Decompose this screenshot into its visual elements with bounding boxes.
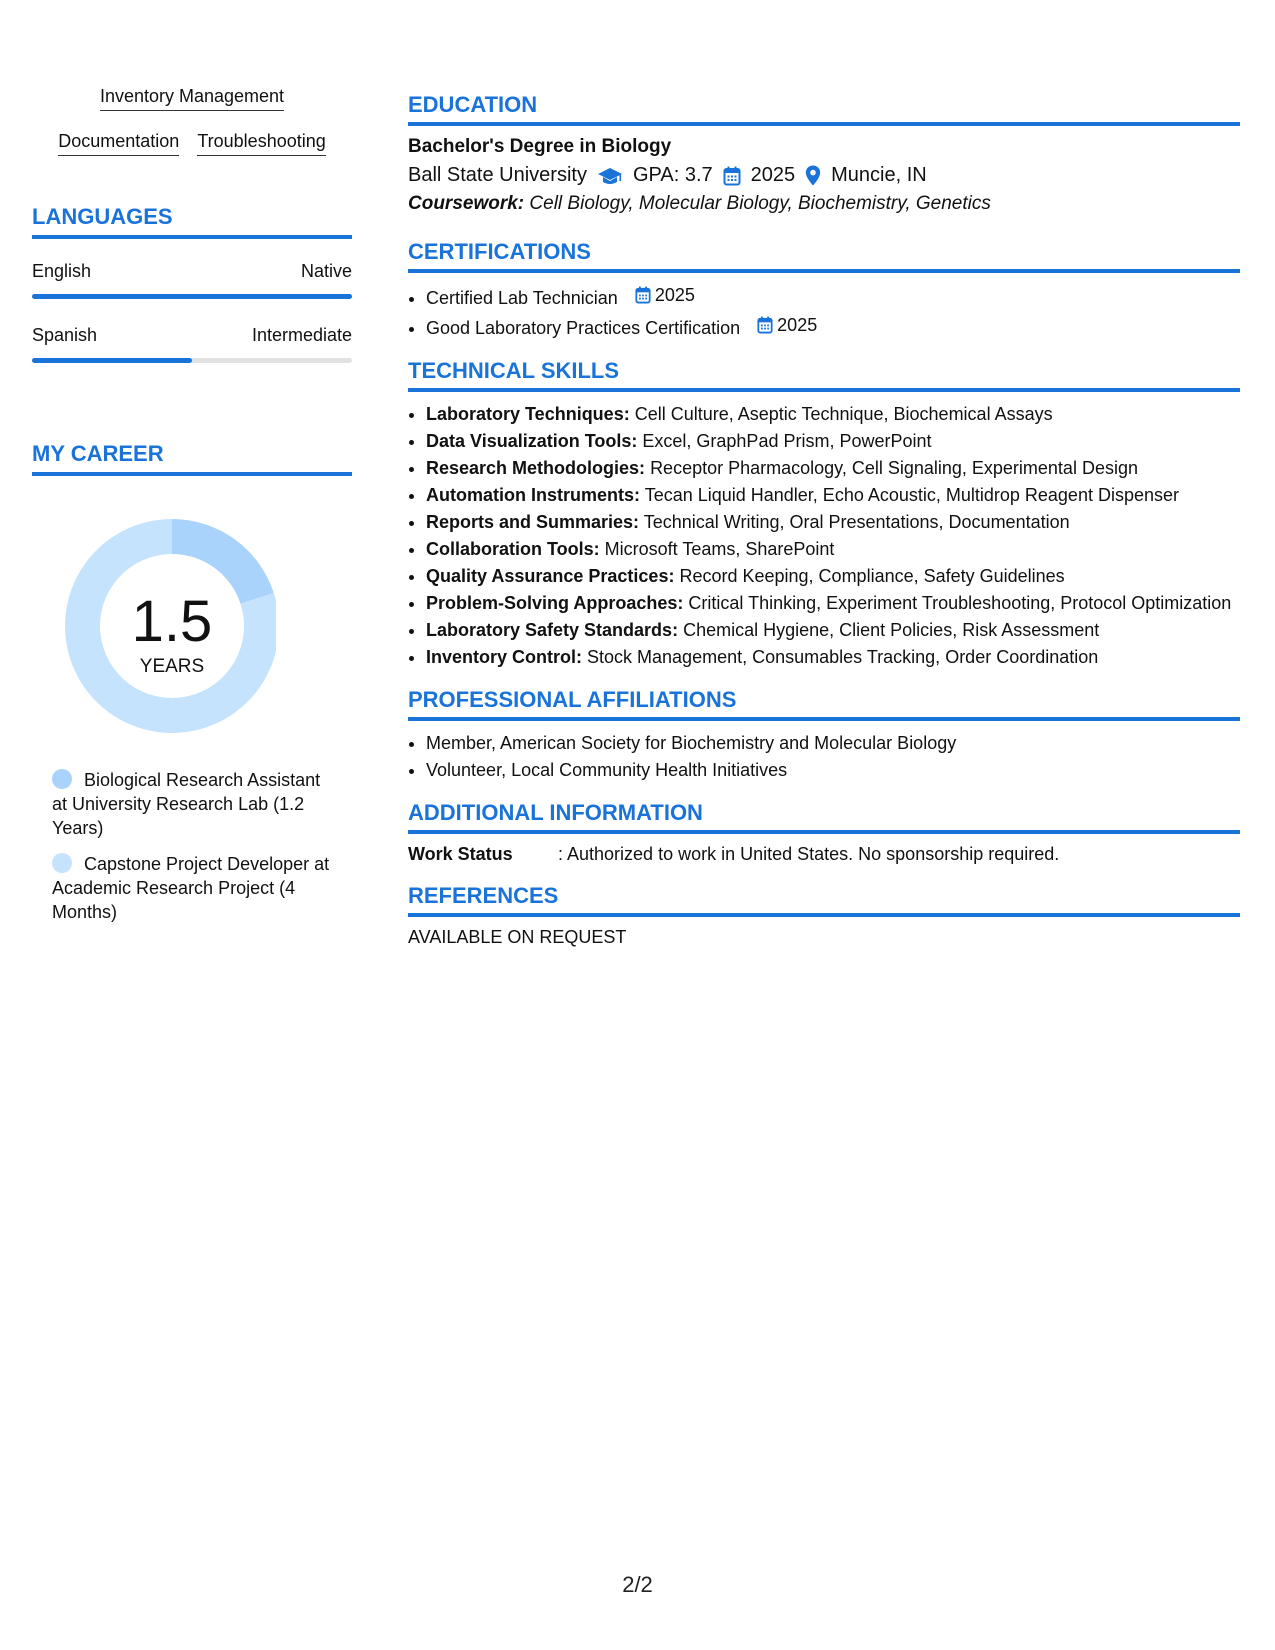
technical-skills-list [408, 402, 1240, 669]
technical-skill-label: Data Visualization Tools: [426, 431, 638, 451]
career-total-value: 1.5 [131, 589, 213, 654]
certification-year: 2025 [777, 315, 818, 335]
technical-skill-label: Problem-Solving Approaches: [426, 593, 684, 613]
graduation-year: 2025 [750, 164, 796, 186]
coursework-list: Cell Biology, Molecular Biology, Biochemistry, Genetics [529, 193, 991, 214]
technical-skill-text: Cell Culture, Aseptic Technique, Biochemical Assays [634, 404, 1053, 424]
technical-skill-text: Tecan Liquid Handler, Echo Acoustic, Multidrop Reagent Dispenser [644, 485, 1179, 505]
affiliations-section [408, 687, 1240, 782]
career-legend-label: Biological Research Assistant at University Research Lab (1.2 Years) [52, 770, 321, 838]
language-proficiency-fill [32, 294, 352, 299]
additional-info-heading: ADDITIONAL INFORMATION [408, 800, 1240, 834]
technical-skill-item [426, 591, 1240, 615]
certifications-heading: CERTIFICATIONS [408, 239, 1240, 273]
page-number: 2/2 [622, 1572, 653, 1597]
certification-item [426, 283, 1240, 310]
calendar-icon [635, 286, 651, 304]
calendar-icon [723, 166, 741, 186]
technical-skill-item [426, 618, 1240, 642]
technical-skill-label: Laboratory Techniques: [426, 404, 630, 424]
languages-heading: LANGUAGES [32, 204, 352, 239]
language-proficiency-bar [32, 358, 352, 363]
coursework-label: Coursework: [408, 193, 525, 214]
technical-skill-label: Quality Assurance Practices: [426, 566, 675, 586]
graduation-cap-icon [597, 166, 623, 186]
technical-skills-section [408, 358, 1240, 669]
technical-skill-text: Critical Thinking, Experiment Troubleshooting, Protocol Optimization [688, 593, 1232, 613]
technical-skill-text: Record Keeping, Compliance, Safety Guidelines [679, 566, 1065, 586]
education-section [408, 92, 1240, 215]
education-heading: EDUCATION [408, 92, 1240, 126]
language-item [32, 325, 352, 363]
certification-date [757, 313, 817, 337]
certification-year: 2025 [654, 285, 695, 305]
skill-tag: Documentation [58, 129, 179, 156]
language-level: Native [300, 261, 352, 281]
legend-dot-icon [52, 769, 72, 789]
technical-skill-item [426, 510, 1240, 534]
references-heading: REFERENCES [408, 883, 1240, 917]
certification-date [635, 283, 695, 307]
technical-skill-item [426, 402, 1240, 426]
work-status-row [408, 844, 1240, 865]
career-legend [32, 768, 352, 924]
main-content [408, 92, 1240, 962]
certification-name: Certified Lab Technician [426, 288, 618, 308]
career-total-unit: YEARS [139, 656, 205, 677]
language-level: Intermediate [251, 325, 352, 345]
technical-skill-text: Technical Writing, Oral Presentations, Documentation [643, 512, 1070, 532]
technical-skill-item [426, 483, 1240, 507]
technical-skill-item [426, 537, 1240, 561]
technical-skill-text: Chemical Hygiene, Client Policies, Risk Assessment [683, 620, 1100, 640]
skill-tags-row-2 [32, 129, 352, 156]
work-status-label: Work Status [408, 844, 513, 864]
affiliations-heading: PROFESSIONAL AFFILIATIONS [408, 687, 1240, 721]
skill-tag: Inventory Management [100, 84, 284, 111]
career-legend-item [32, 768, 337, 840]
technical-skill-label: Research Methodologies: [426, 458, 646, 478]
technical-skill-text: Stock Management, Consumables Tracking, Order Coordination [587, 647, 1099, 667]
technical-skill-label: Inventory Control: [426, 647, 582, 667]
sidebar [32, 84, 352, 936]
language-proficiency-fill [32, 358, 192, 363]
legend-dot-icon [52, 853, 72, 873]
technical-skill-item [426, 429, 1240, 453]
technical-skills-heading: TECHNICAL SKILLS [408, 358, 1240, 392]
language-name: English [32, 261, 92, 281]
technical-skill-text: Microsoft Teams, SharePoint [604, 539, 835, 559]
coursework [408, 193, 1240, 215]
skill-tags-row-1 [32, 84, 352, 111]
additional-info-section [408, 800, 1240, 865]
language-item [32, 261, 352, 299]
references-section [408, 883, 1240, 948]
certification-item [426, 313, 1240, 340]
career-legend-item [32, 852, 337, 924]
references-text: AVAILABLE ON REQUEST [408, 927, 627, 947]
technical-skill-item [426, 456, 1240, 480]
education-meta [408, 164, 1240, 187]
certification-name: Good Laboratory Practices Certification [426, 318, 741, 338]
career-donut-chart [32, 516, 352, 746]
technical-skill-label: Laboratory Safety Standards: [426, 620, 679, 640]
certifications-section [408, 239, 1240, 340]
technical-skill-item [426, 564, 1240, 588]
work-status-value: : Authorized to work in United States. No sponsorship required. [558, 844, 1060, 864]
location-pin-icon [805, 165, 821, 186]
technical-skill-item [426, 645, 1240, 669]
calendar-icon [757, 316, 773, 334]
skill-tag: Troubleshooting [197, 129, 325, 156]
school-name: Ball State University [408, 164, 587, 186]
language-name: Spanish [32, 325, 98, 345]
school-location: Muncie, IN [831, 164, 927, 186]
career-heading: MY CAREER [32, 441, 352, 476]
career-legend-label: Capstone Project Developer at Academic Research Project (4 Months) [52, 854, 330, 922]
degree-title: Bachelor's Degree in Biology [408, 136, 672, 157]
technical-skill-text: Excel, GraphPad Prism, PowerPoint [642, 431, 932, 451]
language-proficiency-bar [32, 294, 352, 299]
gpa: GPA: 3.7 [632, 164, 713, 186]
technical-skill-label: Automation Instruments: [426, 485, 640, 505]
technical-skill-label: Collaboration Tools: [426, 539, 600, 559]
technical-skill-text: Receptor Pharmacology, Cell Signaling, Experimental Design [650, 458, 1138, 478]
technical-skill-label: Reports and Summaries: [426, 512, 640, 532]
affiliation-item: • Member, American Society for Biochemistry and Molecular Biology [426, 731, 1240, 755]
affiliation-item: • Volunteer, Local Community Health Initiatives [426, 758, 1240, 782]
